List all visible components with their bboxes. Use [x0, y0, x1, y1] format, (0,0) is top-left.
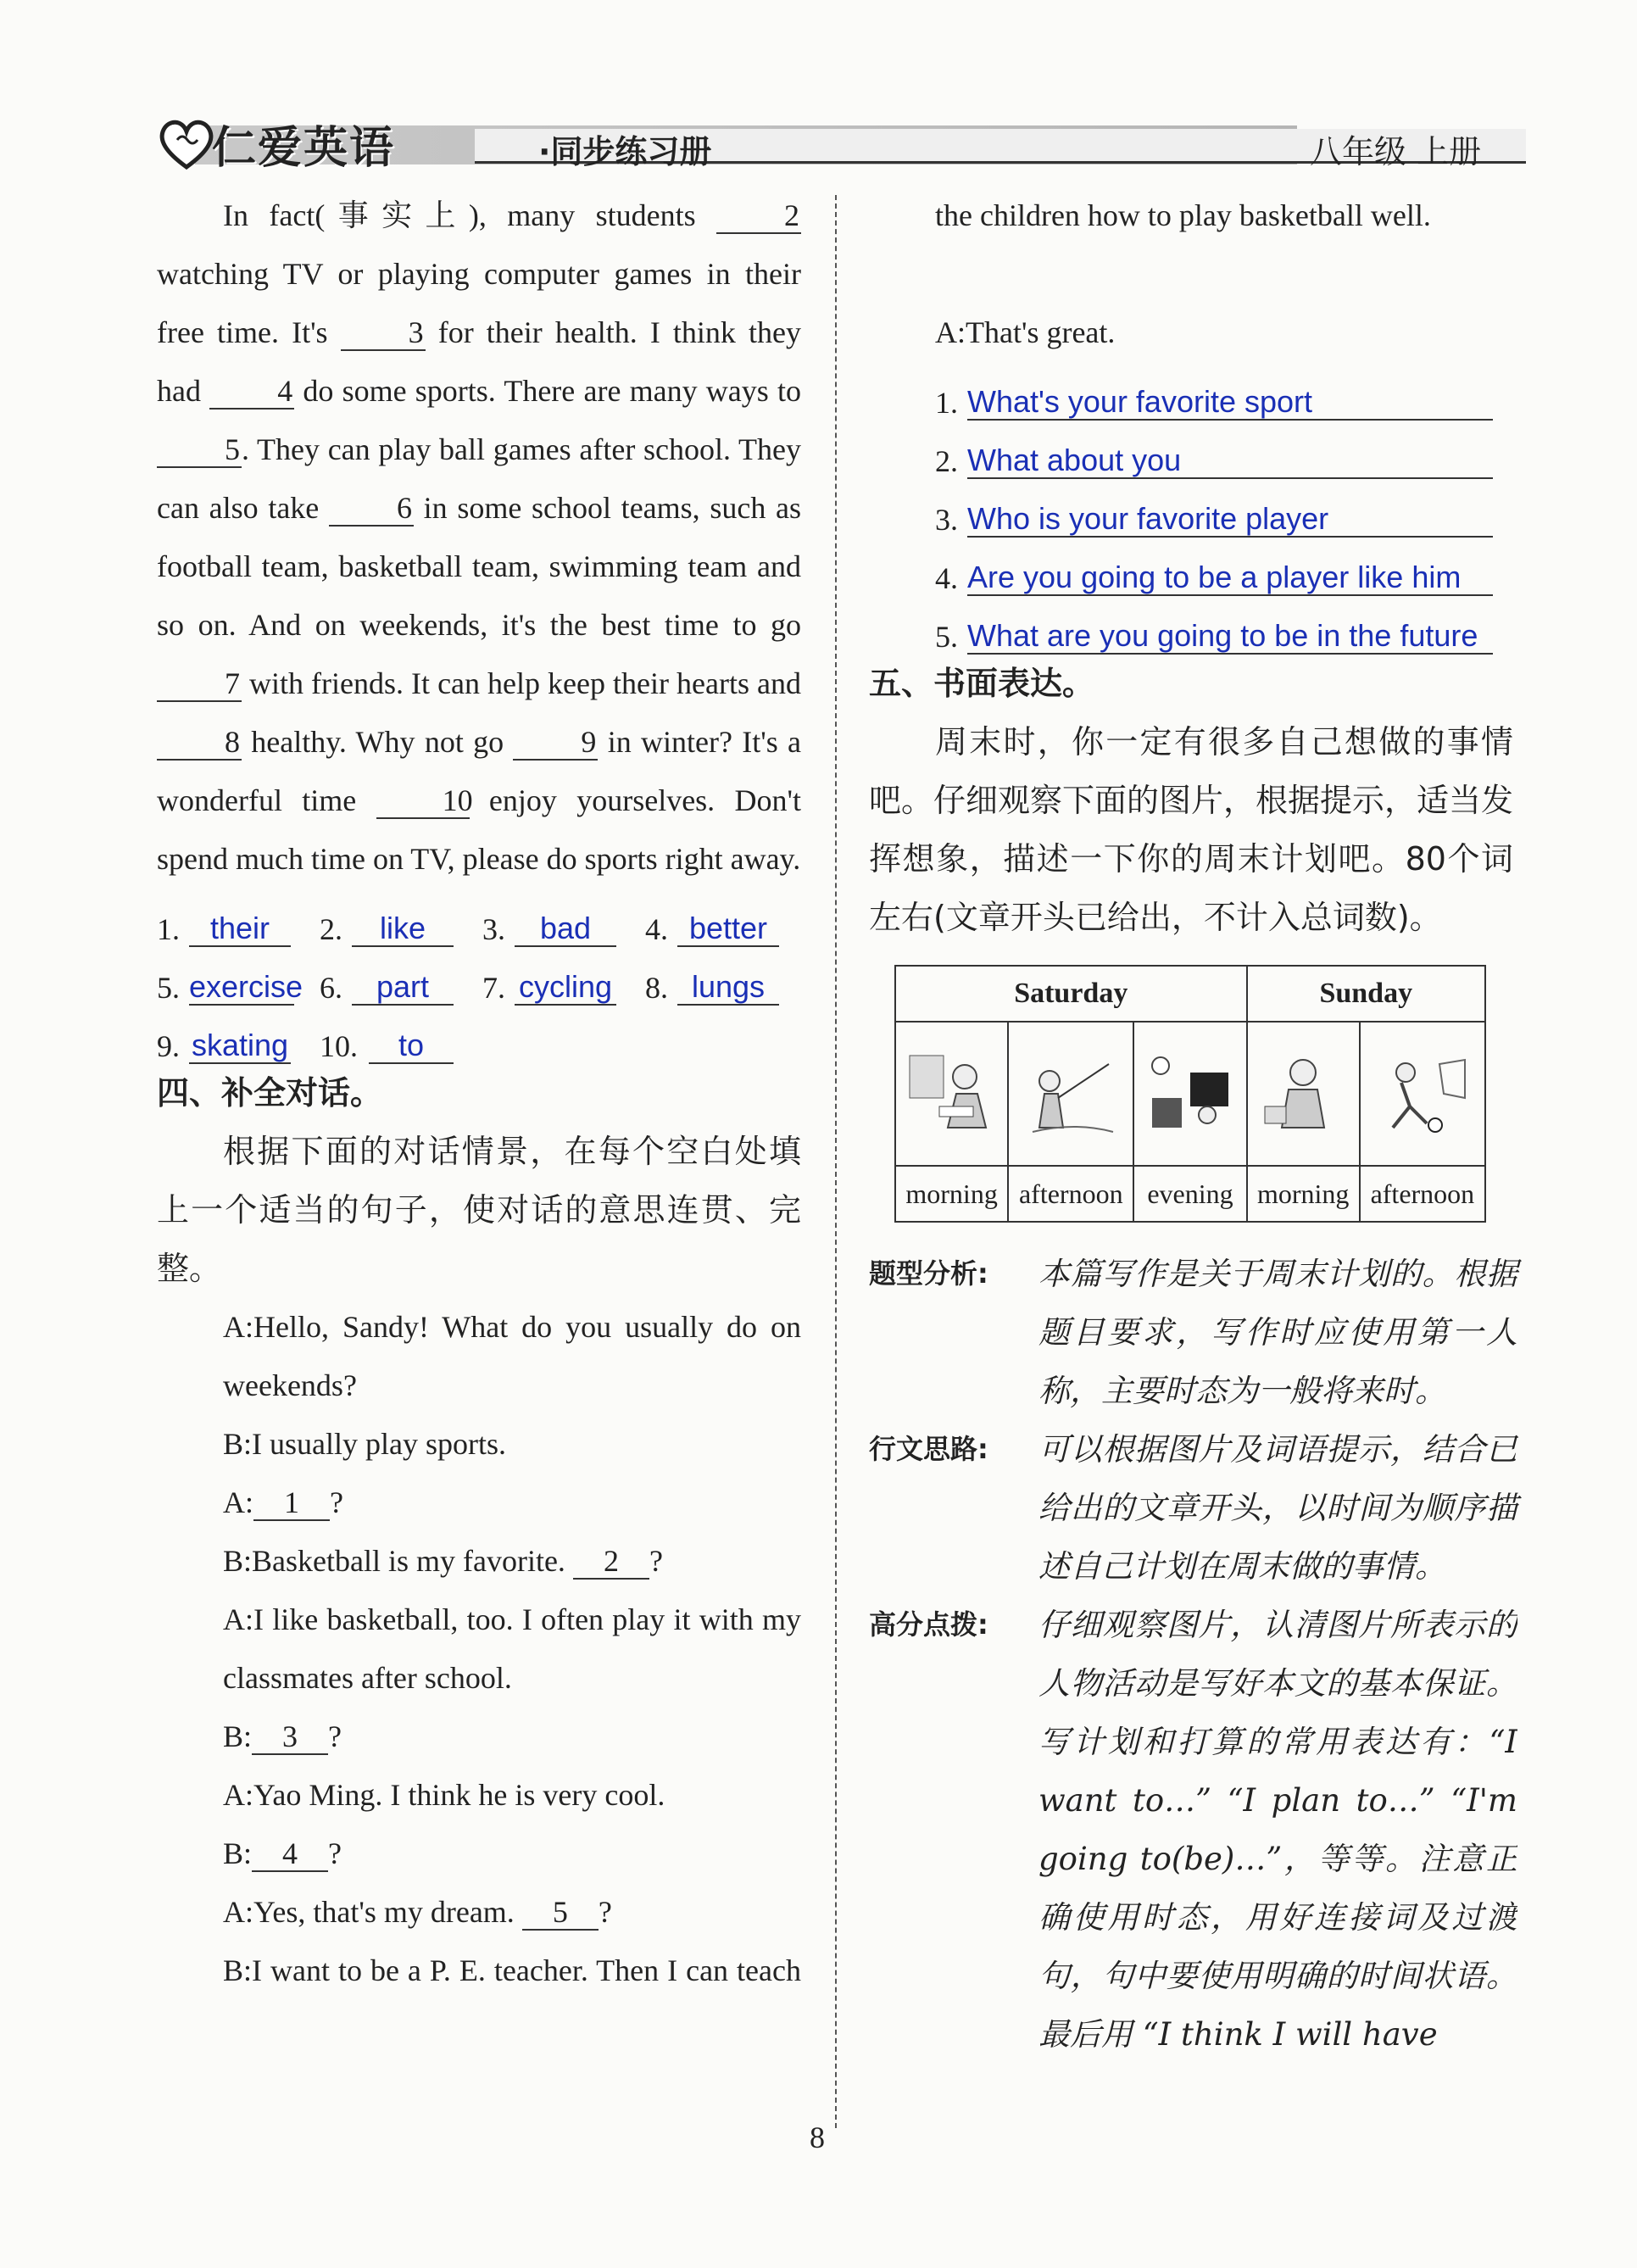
dialogue-blank: 5 [522, 1895, 599, 1931]
answer-number: 3. [482, 912, 505, 946]
answer-number: 5. [157, 971, 180, 1005]
section-instruction: 根据下面的对话情景，在每个空白处填上一个适当的句子，使对话的意思连贯、完整。 [157, 1133, 801, 1287]
answer-row [157, 1006, 801, 1064]
answer-number: 2. [320, 912, 342, 946]
day-header-sunday: Sunday [1247, 966, 1485, 1022]
dialogue-line: A:Yes, that's my dream. 5 ? [223, 1895, 612, 1929]
dialogue-line: B: 4 ? [223, 1836, 342, 1870]
answer-number: 7. [482, 971, 505, 1005]
passage-blank: 2 [716, 198, 801, 234]
dialogue-answer-list [869, 362, 1513, 655]
answer-number: 8. [645, 971, 668, 1005]
note-item [869, 1596, 1517, 2064]
dialogue-blank: 1 [253, 1485, 330, 1521]
dialogue-line: B:Basketball is my favorite. 2 ? [223, 1544, 663, 1578]
time-label: afternoon [1008, 1166, 1133, 1222]
right-column [869, 187, 1513, 947]
left-column [157, 187, 801, 2000]
section-title-dialogue: 四、补全对话。 [157, 1074, 383, 1112]
section-title-writing: 五、书面表达。 [869, 665, 1095, 702]
answer-handwritten: better [677, 911, 779, 947]
passage-blank: 5 [157, 432, 242, 468]
passage-blank: 8 [157, 725, 242, 761]
heart-logo-icon [157, 114, 216, 174]
grade-label: 八年级 上册 [1310, 133, 1482, 170]
fishing-boy-icon [1024, 1047, 1117, 1140]
passage-blank: 4 [209, 374, 294, 410]
passage-blank: 7 [157, 666, 242, 702]
passage-blank: 9 [513, 725, 598, 761]
answer-handwritten: to [369, 1028, 454, 1064]
dialogue-line: A:Hello, Sandy! What do you usually do on weekends? [223, 1310, 801, 1402]
watching-tv-icon [1144, 1047, 1237, 1140]
dialogue-line: B:I want to be a P. E. teacher. Then I can teach [223, 1953, 801, 1987]
answer-row [157, 947, 801, 1006]
dialogue-answer: 5. What are you going to be in the future [869, 596, 1513, 655]
writing-notes [869, 1245, 1517, 2064]
weekend-plan-table [894, 965, 1486, 1223]
passage-text: with friends. It can help keep their hearts and [242, 666, 801, 700]
passage-text: watching TV or playing computer games in their free time. It's [157, 257, 801, 349]
cloze-passage [157, 187, 801, 889]
passage-text: healthy. Why not go [242, 725, 514, 759]
logo-text: 仁爱英语 [212, 123, 396, 174]
football-boy-icon [1376, 1047, 1469, 1140]
passage-blank: 6 [329, 491, 414, 527]
note-item [869, 1245, 1517, 1420]
note-text: 可以根据图片及词语提示，结合已给出的文章开头，以时间为顺序描述自己计划在周末做的事情。 [1038, 1431, 1517, 1585]
dialogue-line: B: 3 ? [223, 1719, 342, 1753]
dialogue-answer: 3. Who is your favorite player [869, 479, 1513, 538]
dialogue-answer: 2. What about you [869, 421, 1513, 479]
dialogue-answer: 1. What's your favorite sport [869, 362, 1513, 421]
dialogue-blank: 4 [252, 1836, 328, 1872]
answer-number: 9. [157, 1029, 180, 1063]
answer-number: 6. [320, 971, 342, 1005]
answer-number: 1. [157, 912, 180, 946]
note-label: 行文思路: [869, 1433, 988, 1465]
passage-text: . They can play ball games after school. They can also take [157, 432, 801, 525]
note-text: 本篇写作是关于周末计划的。根据题目要求，写作时应使用第一人称，主要时态为一般将来时。 [1038, 1256, 1517, 1409]
answer-handwritten: like [352, 911, 454, 947]
book-subtitle: ·同步练习册 [538, 133, 712, 170]
picture-fishing [1008, 1022, 1133, 1166]
studying-boy-icon [1256, 1047, 1350, 1140]
picture-reading [895, 1022, 1008, 1166]
time-label: morning [895, 1166, 1008, 1222]
answer-handwritten: bad [515, 911, 616, 947]
writing-instruction: 周末时，你一定有很多自己想做的事情吧。仔细观察下面的图片，根据提示，适当发挥想象，描述一下你的周末计划吧。80个词左右(文章开头已给出，不计入总词数)。 [869, 723, 1514, 936]
time-label: afternoon [1360, 1166, 1485, 1222]
time-label: evening [1133, 1166, 1246, 1222]
answer-handwritten: part [352, 970, 454, 1006]
note-item [869, 1420, 1517, 1596]
column-divider [835, 195, 837, 2128]
passage-blank: 10 [376, 783, 470, 819]
answer-number: 10. [320, 1029, 358, 1063]
dialogue-answer: 4. Are you going to be a player like him [869, 538, 1513, 596]
answer-number: 4. [645, 912, 668, 946]
answer-handwritten: their [189, 911, 291, 947]
dialogue-line: A:That's great. [935, 315, 1116, 349]
answer-handwritten: skating [189, 1028, 291, 1064]
passage-text: in some school teams, such as football team, basketball team, swimming team and so on. And on weekends, it's the best time to go [157, 491, 802, 642]
passage-text: enjoy yourselves. Don't spend much time on TV, please do sports right away. [157, 783, 801, 876]
note-label: 题型分析: [869, 1257, 988, 1290]
picture-study [1247, 1022, 1360, 1166]
answer-row [157, 889, 801, 947]
picture-tv [1133, 1022, 1246, 1166]
note-label: 高分点拨: [869, 1608, 988, 1641]
answer-handwritten: cycling [515, 970, 616, 1006]
passage-text: In fact(事实上), many students [223, 198, 716, 232]
passage-text: do some sports. There are many ways to [294, 374, 801, 408]
dialogue-blank: 2 [573, 1544, 649, 1580]
passage-text: for their health. I think they had [157, 315, 801, 408]
dialogue-line: A:Yao Ming. I think he is very cool. [223, 1778, 665, 1812]
answer-handwritten: exercise [189, 969, 303, 1004]
dialogue-line: B:I usually play sports. [223, 1427, 506, 1461]
page-number: 8 [810, 2120, 825, 2154]
dialogue-continued: the children how to play basketball well. [935, 198, 1431, 232]
dialogue-line: A:I like basketball, too. I often play it with my classmates after school. [223, 1602, 801, 1695]
day-header-saturday: Saturday [895, 966, 1247, 1022]
picture-football [1360, 1022, 1485, 1166]
note-text: 仔细观察图片，认清图片所表示的人物活动是写好本文的基本保证。写计划和打算的常用表达有：“I want to…” “I plan to…” “I'm going to(be)…”，等等。注意正确使用时态，用好连接词及过渡句，句中要使用明确的时间状语。最后用 “I think I will have [1038, 1607, 1517, 2053]
time-label: morning [1247, 1166, 1360, 1222]
passage-text: in winter? It's a wonderful time [157, 725, 802, 817]
reading-boy-icon [905, 1047, 999, 1140]
passage-blank: 3 [341, 315, 426, 351]
answer-handwritten: lungs [677, 970, 779, 1006]
dialogue-line: A: 1 ? [223, 1485, 343, 1519]
dialogue-blank: 3 [252, 1719, 328, 1755]
